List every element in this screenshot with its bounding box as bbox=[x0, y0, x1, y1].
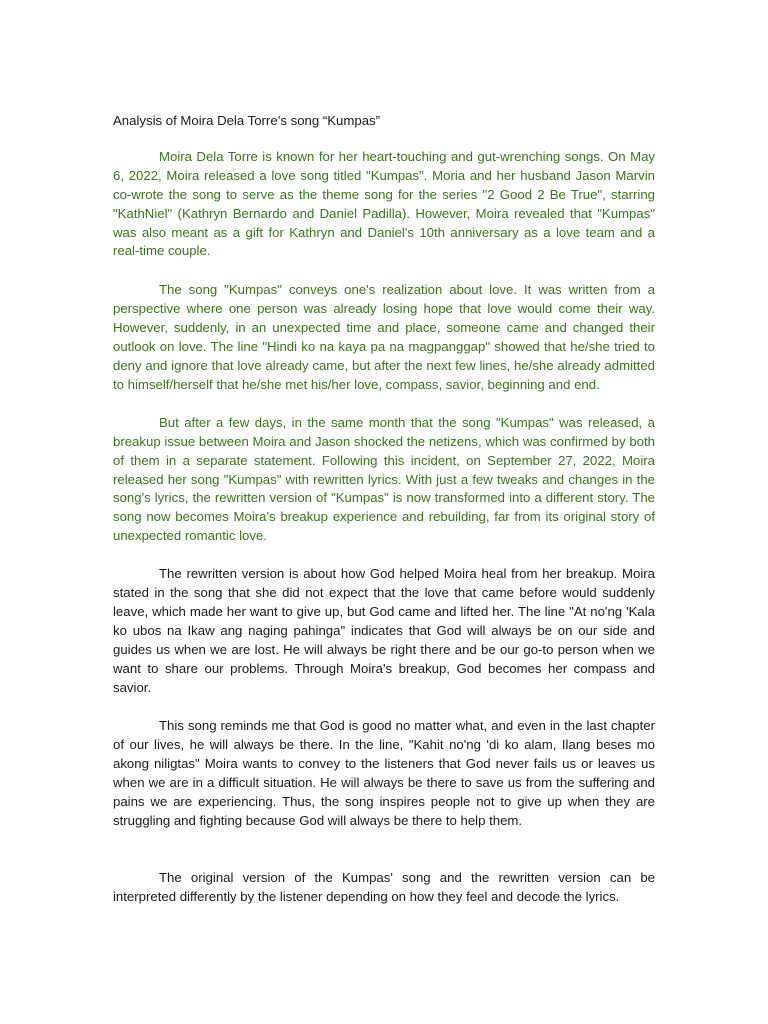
paragraph-meaning: The song "Kumpas" conveys one's realization about love. It was written from a perspective where one person was already losing hope that love would come their way. However, suddenly, in an unexpected time and place, someone came and changed their outlook on love. The line "Hindi ko na kaya pa na magpanggap" showed that he/she tried to deny and ignore that love already came, but after the next few lines, he/she already admitted to himself/herself that he/she met his/her love, compass, savior, beginning and end. bbox=[113, 282, 655, 392]
paragraph-intro: Moira Dela Torre is known for her heart-touching and gut-wrenching songs. On May 6, 2022, Moira released a love song titled "Kumpas". Moria and her husband Jason Marvin co-wrote the song to serve as the theme song for the series "2 Good 2 Be True", starring "KathNiel" (Kathryn Bernardo and Daniel Padilla). However, Moira revealed that "Kumpas" was also meant as a gift for Kathryn and Daniel's 10th anniversary as a love team and a real-time couple. bbox=[113, 148, 655, 259]
document-body bbox=[113, 112, 655, 907]
paragraph-conclusion: The original version of the Kumpas' song and the rewritten version can be interpreted differently by the listener depending on how they feel and decode the lyrics. bbox=[113, 869, 655, 904]
document-title: Analysis of Moira Dela Torre’s song “Kumpas” bbox=[113, 113, 381, 128]
paragraph-breakup: But after a few days, in the same month that the song "Kumpas" was released, a breakup issue between Moira and Jason shocked the netizens, which was confirmed by both of them in a separate statement. Following this incident, on September 27, 2022, Moira released her song "Kumpas" with rewritten lyrics. With just a few tweaks and changes in the song's lyrics, the rewritten version of "Kumpas" is now transformed into a different story. The song now becomes Moira's breakup experience and rebuilding, far from its original story of unexpected romantic love. bbox=[113, 414, 655, 544]
paragraph-reflection: This song reminds me that God is good no matter what, and even in the last chapter of our lives, he will always be there. In the line, "Kahit no'ng 'di ko alam, Ilang beses mo akong niligtas" Moira wants to convey to the listeners that God never fails us or leaves us when we are in a difficult situation. He will always be there to save us from the suffering and pains we are experiencing. Thus, the song inspires people not to give up when they are struggling and fighting because God will always be there to help them. bbox=[113, 718, 655, 828]
paragraph-rewritten-version: The rewritten version is about how God helped Moira heal from her breakup. Moira stated in the song that she did not expect that the love that came before would suddenly leave, which made her want to give up, but God came and lifted her. The line "At no'ng 'Kala ko ubos na Ikaw ang naging pahinga" indicates that God will always be on our side and guides us when we are lost. He will always be right there and be our go-to person when we want to share our problems. Through Moira's breakup, God becomes her compass and savior. bbox=[113, 566, 655, 695]
